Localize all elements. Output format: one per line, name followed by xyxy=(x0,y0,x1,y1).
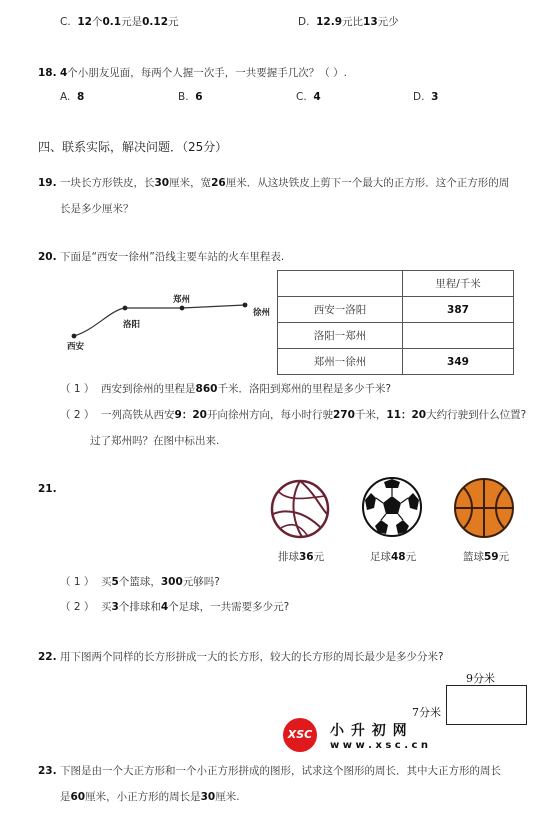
q21-sub1: （ 1 ） 买5个篮球，300元够吗? xyxy=(60,576,220,588)
xsc-logo-text: XSC xyxy=(287,728,313,741)
rectangle-figure xyxy=(446,685,527,725)
q21-sub2: （ 2 ） 买3个排球和4个足球，一共需要多少元? xyxy=(60,601,290,613)
q18-option-b: B. 6 xyxy=(178,91,203,103)
table-cell-route: 郑州一徐州 xyxy=(278,349,403,375)
xsc-logo-icon xyxy=(283,718,317,752)
basketball-icon xyxy=(453,477,515,539)
station-dot-luoyang xyxy=(123,306,128,311)
watermark-title: 小 升 初 网 xyxy=(330,723,408,739)
q21-num: 21. xyxy=(38,483,57,495)
q20-sub2: （ 2 ） 一列高铁从西安9：20开向徐州方向，每小时行驶270千米，11：20大约行驶到什么位置? xyxy=(60,409,527,421)
soccer-ball-icon xyxy=(361,476,423,538)
rect-height-label: 7分米 xyxy=(412,706,441,719)
q20-stem: 20. 下面是“西安一徐州”沿线主要车站的火车里程表. xyxy=(38,251,285,263)
q22-stem: 22. 用下图两个同样的长方形拼成一大的长方形，较大的长方形的周长最少是多少分米? xyxy=(38,651,444,663)
section-heading: 四、联系实际，解决问题．（25分） xyxy=(38,140,228,154)
table-header-cell: 里程/千米 xyxy=(403,271,514,297)
price-volleyball: 排球36元 xyxy=(278,551,325,563)
q18-option-c: C. 4 xyxy=(296,91,321,103)
table-cell-route: 洛阳一郑州 xyxy=(278,323,403,349)
station-label-zhengzhou: 郑州 xyxy=(173,295,191,305)
station-dot-zhengzhou xyxy=(180,306,185,311)
price-basketball: 篮球59元 xyxy=(463,551,510,563)
table-cell-route: 西安一洛阳 xyxy=(278,297,403,323)
table-row xyxy=(278,297,514,323)
table-row xyxy=(278,323,514,349)
table-cell-km: 387 xyxy=(403,297,514,323)
q17-option-d: D. 12.9元比13元少 xyxy=(298,16,399,28)
q18-option-d: D. 3 xyxy=(413,91,439,103)
station-label-luoyang: 洛阳 xyxy=(123,320,141,330)
q20-sub1: （ 1 ） 西安到徐州的里程是860千米．洛阳到郑州的里程是多少千米? xyxy=(60,383,392,395)
q18-stem: 18. 4个小朋友见面，每两个人握一次手，一共要握手几次？（ ）. xyxy=(38,67,347,79)
station-dot-xian xyxy=(72,334,77,339)
station-label-xian: 西安 xyxy=(67,342,85,352)
q20-sub2-line2: 过了郑州吗？在图中标出来. xyxy=(90,435,220,447)
table-header-row xyxy=(278,271,514,297)
q23-stem: 23. 下图是由一个大正方形和一个小正方形拼成的图形，试求这个图形的周长．其中大正方形的周长 xyxy=(38,765,501,777)
station-dot-xuzhou xyxy=(243,303,248,308)
q23-stem-line2: 是60厘米，小正方形的周长是30厘米. xyxy=(60,791,240,803)
table-row xyxy=(278,349,514,375)
rect-width-label: 9分米 xyxy=(466,672,495,685)
table-cell xyxy=(278,271,403,297)
q18-option-a: A. 8 xyxy=(60,91,85,103)
q19-stem: 19. 一块长方形铁皮，长30厘米，宽26厘米．从这块铁皮上剪下一个最大的正方形．这个正方形的周 xyxy=(38,177,510,189)
q17-option-c: C. 12个0.1元是0.12元 xyxy=(60,16,179,28)
volleyball-icon xyxy=(269,478,331,540)
table-cell-km: 349 xyxy=(403,349,514,375)
station-label-xuzhou: 徐州 xyxy=(253,308,271,318)
watermark-url: w w w . x s c . c n xyxy=(330,740,429,751)
railway-diagram xyxy=(60,290,275,360)
table-cell-km xyxy=(403,323,514,349)
q19-stem-line2: 长是多少厘米？ xyxy=(60,203,134,215)
price-soccer: 足球48元 xyxy=(370,551,417,563)
mileage-table xyxy=(277,270,514,375)
